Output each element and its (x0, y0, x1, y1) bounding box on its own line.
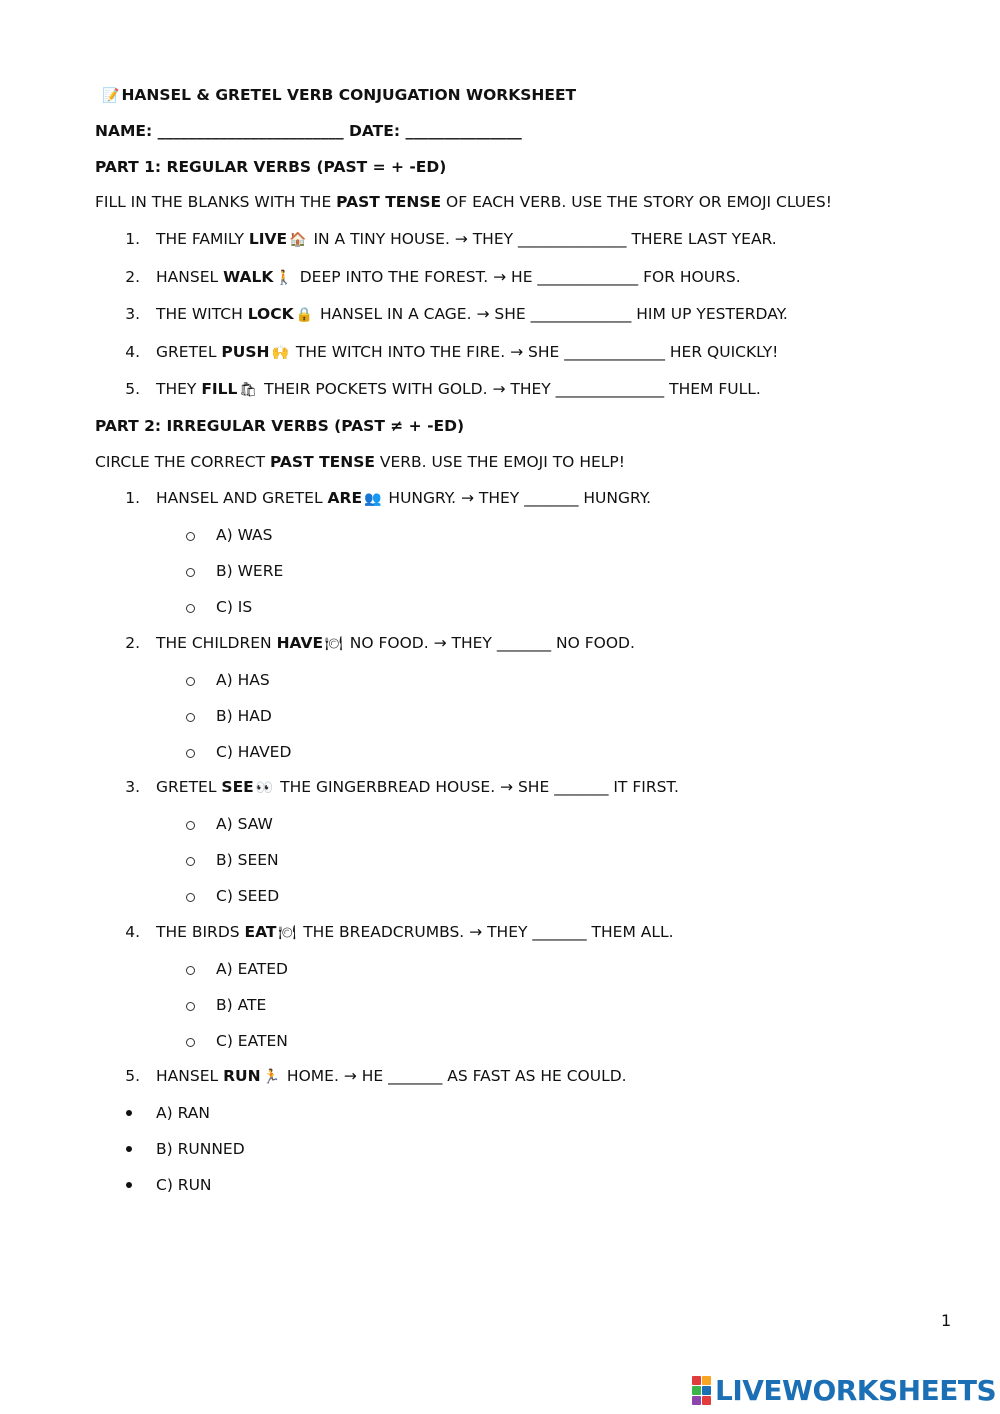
part1-instructions: FILL IN THE BLANKS WITH THE PAST TENSE OF EACH VERB. USE THE STORY OR EMOJI CLUES! (95, 193, 832, 211)
item-text (156, 487, 651, 510)
item-text (156, 341, 778, 364)
answer-option-label: A) SAW (216, 815, 273, 833)
item-verb: LOCK (247, 305, 294, 323)
item-verb: EAT (244, 923, 277, 941)
answer-option-label: A) WAS (216, 526, 273, 544)
worksheet-title: 📝 HANSEL & GRETEL VERB CONJUGATION WORKSHEET (100, 84, 576, 107)
item-lead: THEY (156, 380, 202, 398)
hollow-bullet-icon (186, 532, 195, 541)
logo-tile (692, 1376, 701, 1385)
item-number: 4. (125, 343, 140, 361)
plate-icon: 🍽 (325, 636, 343, 652)
item-number: 4. (125, 923, 140, 941)
item-lead: HANSEL AND GRETEL (156, 489, 328, 507)
item-rest: NO FOOD. → THEY _______ NO FOOD. (344, 634, 635, 652)
item-lead: THE BIRDS (156, 923, 245, 941)
answer-option-label: B) ATE (216, 996, 267, 1014)
hollow-bullet-icon (186, 749, 195, 758)
item-text (156, 921, 674, 944)
part2-instructions: CIRCLE THE CORRECT PAST TENSE VERB. USE THE EMOJI TO HELP! (95, 453, 625, 471)
item-text (156, 1065, 627, 1088)
item-number: 2. (125, 268, 140, 286)
date-label: DATE: (349, 122, 401, 140)
name-field[interactable]: ________________________ (157, 122, 344, 140)
item-rest: HUNGRY. → THEY _______ HUNGRY. (383, 489, 652, 507)
memo-icon: 📝 (102, 88, 120, 104)
logo-text: LIVEWORKSHEETS (715, 1373, 997, 1407)
bag-icon: 🛍 (239, 382, 258, 398)
item-rest: HOME. → HE _______ AS FAST AS HE COULD. (282, 1067, 627, 1085)
item-rest: THEIR POCKETS WITH GOLD. → THEY ______________ THEM FULL. (259, 380, 761, 398)
hollow-bullet-icon (186, 568, 195, 577)
item-number: 1. (125, 489, 140, 507)
item-text (156, 303, 788, 326)
person-walking-icon: 🚶 (275, 270, 293, 286)
bullet-icon (126, 1146, 132, 1152)
part1-heading: PART 1: REGULAR VERBS (PAST = + -ED) (95, 158, 447, 176)
item-rest: IN A TINY HOUSE. → THEY ______________ THERE LAST YEAR. (308, 230, 777, 248)
item-number: 5. (125, 1067, 140, 1085)
item-rest: HANSEL IN A CAGE. → SHE _____________ HIM UP YESTERDAY. (315, 305, 788, 323)
hollow-bullet-icon (186, 677, 195, 686)
item-rest: DEEP INTO THE FOREST. → HE _____________ FOR HOURS. (294, 268, 741, 286)
hollow-bullet-icon (186, 821, 195, 830)
answer-option-label: B) HAD (216, 707, 272, 725)
item-rest: THE BREADCRUMBS. → THEY _______ THEM ALL. (298, 923, 674, 941)
person-running-icon: 🏃 (262, 1069, 280, 1085)
hollow-bullet-icon (186, 604, 195, 613)
item-lead: GRETEL (156, 343, 222, 361)
logo-tile (692, 1396, 701, 1405)
item-lead: HANSEL (156, 268, 224, 286)
item-rest: THE GINGERBREAD HOUSE. → SHE _______ IT FIRST. (275, 778, 679, 796)
answer-option-label: C) HAVED (216, 743, 292, 761)
item-verb: RUN (223, 1067, 261, 1085)
item-lead: THE WITCH (156, 305, 248, 323)
house-icon: 🏠 (289, 232, 307, 248)
item-number: 3. (125, 305, 140, 323)
name-label: NAME: (95, 122, 153, 140)
item-verb: LIVE (248, 230, 288, 248)
item-verb: ARE (327, 489, 363, 507)
logo-tile (702, 1376, 711, 1385)
answer-option-label: B) WERE (216, 562, 284, 580)
item-lead: THE CHILDREN (156, 634, 277, 652)
item-verb: WALK (223, 268, 274, 286)
lock-icon: 🔒 (295, 307, 314, 323)
item-rest: THE WITCH INTO THE FIRE. → SHE _____________ HER QUICKLY! (290, 343, 779, 361)
logo-tiles-icon (692, 1376, 711, 1405)
bullet-icon (126, 1110, 132, 1116)
logo-tile (702, 1386, 711, 1395)
item-lead: GRETEL (156, 778, 222, 796)
answer-option-label: C) RUN (156, 1176, 212, 1194)
item-lead: HANSEL (156, 1067, 224, 1085)
hollow-bullet-icon (186, 893, 195, 902)
name-date-line (95, 120, 522, 142)
answer-option-label: A) RAN (156, 1104, 210, 1122)
answer-option-label: A) HAS (216, 671, 270, 689)
item-number: 3. (125, 778, 140, 796)
item-verb: SEE (221, 778, 254, 796)
item-number: 2. (125, 634, 140, 652)
item-verb: HAVE (276, 634, 324, 652)
item-lead: THE FAMILY (156, 230, 249, 248)
pushing-hands-icon: 🙌 (271, 345, 289, 361)
item-text (156, 776, 679, 799)
item-verb: FILL (201, 380, 238, 398)
liveworksheets-logo (692, 1374, 996, 1406)
hollow-bullet-icon (186, 713, 195, 722)
hollow-bullet-icon (186, 1002, 195, 1011)
item-text (156, 266, 741, 289)
bullet-icon (126, 1182, 132, 1188)
answer-option-label: C) EATEN (216, 1032, 288, 1050)
page-number: 1 (941, 1311, 952, 1330)
answer-option-label: C) IS (216, 598, 253, 616)
two-people-icon: 👥 (364, 491, 382, 507)
item-text (156, 378, 761, 401)
hollow-bullet-icon (186, 1038, 195, 1047)
item-text (156, 228, 777, 251)
date-field[interactable]: _______________ (405, 122, 522, 140)
answer-option-label: A) EATED (216, 960, 288, 978)
item-verb: PUSH (221, 343, 270, 361)
eyes-icon: 👀 (255, 780, 274, 796)
part2-heading: PART 2: IRREGULAR VERBS (PAST ≠ + -ED) (95, 417, 465, 435)
item-number: 1. (125, 230, 140, 248)
answer-option-label: B) RUNNED (156, 1140, 245, 1158)
hollow-bullet-icon (186, 857, 195, 866)
hollow-bullet-icon (186, 966, 195, 975)
item-text (156, 632, 635, 655)
answer-option-label: B) SEEN (216, 851, 279, 869)
plate-icon: 🍽 (278, 925, 297, 941)
logo-tile (702, 1396, 711, 1405)
answer-option-label: C) SEED (216, 887, 280, 905)
item-number: 5. (125, 380, 140, 398)
logo-tile (692, 1386, 701, 1395)
